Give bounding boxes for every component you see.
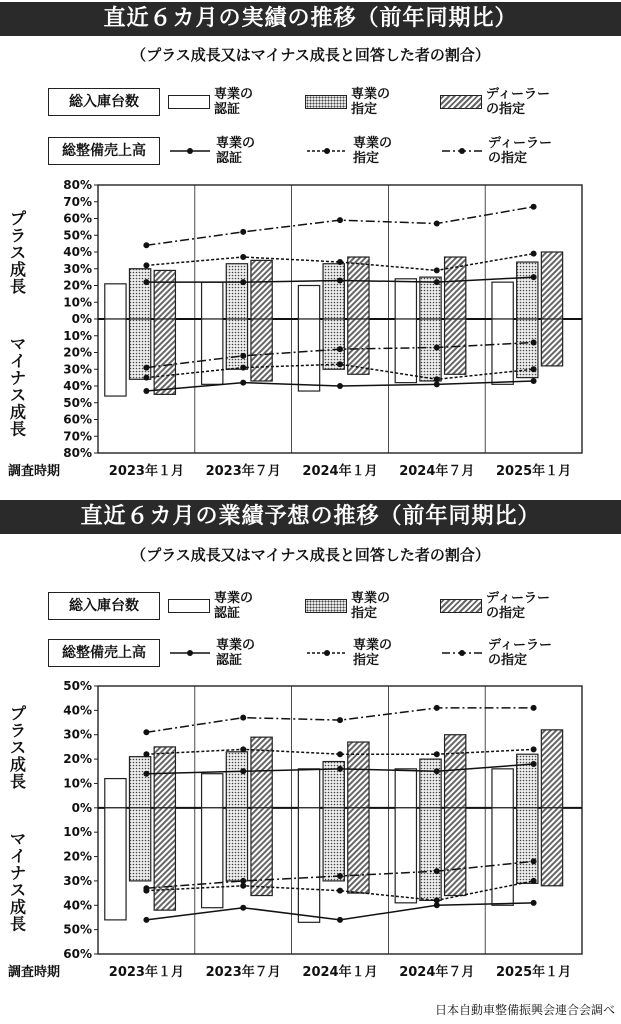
minus-growth-label: マイナス成長 xyxy=(9,829,27,934)
bar-dealer-shitei-minus xyxy=(251,319,272,381)
line-dealer-shitei-point xyxy=(240,229,246,235)
line-senmon-shitei-point xyxy=(143,751,149,757)
line-dashdot-icon xyxy=(440,146,484,156)
line-dealer-shitei-point xyxy=(337,346,343,352)
line-dashed-icon xyxy=(305,648,349,658)
bar-dealer-shitei-minus xyxy=(445,808,466,896)
line-dealer-shitei-point xyxy=(240,715,246,721)
bar-senmon-ninsho-minus xyxy=(202,808,223,908)
bar-dealer-shitei-plus xyxy=(541,252,562,319)
bar-dealer-shitei-plus xyxy=(445,735,466,808)
line-senmon-shitei-point xyxy=(434,751,440,757)
bar-senmon-ninsho-plus xyxy=(105,284,126,319)
line-dealer-shitei-point xyxy=(143,885,149,891)
line-senmon-ninsho-point xyxy=(143,279,149,285)
y-tick-label: 30% xyxy=(63,261,92,276)
line-senmon-shitei-point xyxy=(143,262,149,268)
bar-senmon-ninsho-plus xyxy=(395,769,416,808)
y-tick-label: 80% xyxy=(63,446,92,460)
line-senmon-ninsho-point xyxy=(240,380,246,386)
bar-senmon-ninsho-minus xyxy=(492,319,513,384)
x-tick-label: 2024年１月 xyxy=(302,965,378,980)
bar-senmon-shitei-plus xyxy=(129,757,150,808)
line-senmon-ninsho-point xyxy=(337,277,343,283)
line-dealer-shitei-point xyxy=(531,339,537,345)
line-dealer-shitei-point xyxy=(337,873,343,879)
y-tick-label: 60% xyxy=(63,211,92,226)
plus-growth-label: プラス成長 xyxy=(9,703,27,791)
line-dealer-shitei-point xyxy=(240,878,246,884)
bar-dealer-shitei-minus xyxy=(541,319,562,366)
chart2-legend-bar-group: 総入庫台数 xyxy=(48,592,160,620)
line-dealer-shitei-plus xyxy=(146,207,533,246)
bar-dealer-shitei-minus xyxy=(348,808,369,893)
chart1-legend-line-2: 専業の 指定 xyxy=(305,136,392,166)
line-dealer-shitei-point xyxy=(434,344,440,350)
line-senmon-shitei-point xyxy=(337,888,343,894)
y-tick-label: 10% xyxy=(63,776,92,791)
bar-senmon-shitei-minus xyxy=(226,808,247,881)
line-senmon-ninsho-point xyxy=(434,279,440,285)
bar-dealer-shitei-plus xyxy=(251,260,272,319)
y-tick-label: 20% xyxy=(63,752,92,767)
line-dealer-shitei-point xyxy=(337,717,343,723)
chart2-plot xyxy=(0,680,621,990)
y-tick-label: 10% xyxy=(63,328,92,343)
line-senmon-shitei-point xyxy=(240,746,246,752)
chart2-legend-bar-2: 専業の 指定 xyxy=(305,591,390,621)
bar-dealer-shitei-minus xyxy=(154,319,175,394)
bar-senmon-ninsho-plus xyxy=(492,282,513,319)
chart2-legend-line-2: 専業の 指定 xyxy=(305,638,392,668)
y-tick-label: 70% xyxy=(63,429,92,444)
y-tick-label: 60% xyxy=(63,947,92,961)
x-axis-title: 調査時期 xyxy=(8,965,61,980)
y-tick-label: 30% xyxy=(63,873,92,888)
bar-senmon-shitei-plus xyxy=(323,264,344,319)
bar-dealer-shitei-plus xyxy=(154,747,175,808)
line-dealer-shitei-point xyxy=(531,858,537,864)
bar-senmon-ninsho-minus xyxy=(492,808,513,905)
y-tick-label: 80% xyxy=(63,178,92,192)
bar-senmon-shitei-minus xyxy=(226,319,247,369)
y-tick-label: 50% xyxy=(63,922,92,937)
x-tick-label: 2024年７月 xyxy=(399,464,475,479)
line-senmon-ninsho-point xyxy=(337,383,343,389)
bar-senmon-ninsho-minus xyxy=(395,808,416,903)
line-senmon-shitei-point xyxy=(434,376,440,382)
bar-senmon-ninsho-plus xyxy=(202,774,223,808)
line-solid-icon xyxy=(168,146,212,156)
line-senmon-shitei-point xyxy=(531,746,537,752)
line-senmon-ninsho-point xyxy=(434,768,440,774)
line-senmon-shitei-point xyxy=(337,751,343,757)
bar-senmon-shitei-plus xyxy=(420,759,441,808)
line-dashed-icon xyxy=(305,146,349,156)
line-dealer-shitei-point xyxy=(434,705,440,711)
bar-senmon-ninsho-minus xyxy=(298,808,319,923)
y-tick-label: 0% xyxy=(71,312,92,326)
chart2-legend-line-3: ディーラー の指定 xyxy=(440,638,552,668)
bar-dealer-shitei-minus xyxy=(251,808,272,896)
bar-senmon-ninsho-minus xyxy=(105,319,126,396)
bar-senmon-shitei-minus xyxy=(129,808,150,881)
chart2-subtitle: （プラス成長又はマイナス成長と回答した者の割合） xyxy=(131,546,490,564)
y-tick-label: 50% xyxy=(63,680,92,693)
chart1-legend-line-3: ディーラー の指定 xyxy=(440,136,552,166)
x-tick-label: 2025年１月 xyxy=(496,965,572,980)
line-dealer-shitei-point xyxy=(434,221,440,227)
swatch-empty-icon xyxy=(168,95,210,109)
bar-senmon-shitei-plus xyxy=(226,264,247,319)
line-senmon-ninsho-point xyxy=(240,905,246,911)
swatch-hatched-icon xyxy=(440,95,482,109)
x-tick-label: 2024年７月 xyxy=(399,965,475,980)
chart1-plot xyxy=(0,175,621,485)
line-senmon-ninsho-point xyxy=(143,388,149,394)
x-axis-title: 調査時期 xyxy=(8,464,61,479)
x-tick-label: 2023年７月 xyxy=(205,965,281,980)
x-tick-label: 2023年７月 xyxy=(205,464,281,479)
y-tick-label: 20% xyxy=(63,345,92,360)
chart2-title: 直近６カ月の業績予想の推移（前年同期比） xyxy=(0,500,621,534)
y-tick-label: 60% xyxy=(63,412,92,427)
line-senmon-shitei-point xyxy=(240,254,246,260)
line-senmon-ninsho-point xyxy=(531,274,537,280)
chart1-legend-bar-1: 専業の 認証 xyxy=(168,87,253,117)
bar-dealer-shitei-plus xyxy=(348,257,369,319)
bar-dealer-shitei-plus xyxy=(541,730,562,808)
line-dealer-shitei-point xyxy=(143,365,149,371)
line-senmon-ninsho-point xyxy=(240,768,246,774)
chart2-legend-bar-1: 専業の 認証 xyxy=(168,591,253,621)
line-dashdot-icon xyxy=(440,648,484,658)
bar-senmon-ninsho-plus xyxy=(492,769,513,808)
line-dealer-shitei-point xyxy=(337,217,343,223)
bar-senmon-ninsho-plus xyxy=(202,282,223,319)
line-senmon-ninsho-point xyxy=(337,917,343,923)
line-dealer-shitei-point xyxy=(143,729,149,735)
chart1-legend-line-group: 総整備売上高 xyxy=(48,137,160,165)
bar-dealer-shitei-plus xyxy=(154,270,175,319)
swatch-dotted-icon xyxy=(305,95,347,109)
swatch-empty-icon xyxy=(168,599,210,613)
y-tick-label: 20% xyxy=(63,849,92,864)
line-dealer-shitei-point xyxy=(143,242,149,248)
bar-senmon-ninsho-minus xyxy=(202,319,223,384)
line-senmon-shitei-point xyxy=(531,251,537,257)
line-senmon-shitei-point xyxy=(434,897,440,903)
bar-senmon-ninsho-minus xyxy=(105,808,126,920)
minus-growth-label: マイナス成長 xyxy=(9,334,27,439)
y-tick-label: 40% xyxy=(63,245,92,259)
x-tick-label: 2024年１月 xyxy=(302,464,378,479)
line-senmon-ninsho-point xyxy=(531,900,537,906)
line-solid-icon xyxy=(168,648,212,658)
chart1-title: 直近６カ月の実績の推移（前年同期比） xyxy=(0,2,621,36)
swatch-dotted-icon xyxy=(305,599,347,613)
line-senmon-shitei-point xyxy=(531,878,537,884)
bar-senmon-shitei-plus xyxy=(226,752,247,808)
chart1-legend-line-1: 専業の 認証 xyxy=(168,136,255,166)
y-tick-label: 30% xyxy=(63,362,92,377)
line-senmon-ninsho-point xyxy=(531,761,537,767)
plus-growth-label: プラス成長 xyxy=(9,209,27,296)
line-senmon-shitei-point xyxy=(337,259,343,265)
bar-senmon-shitei-plus xyxy=(517,262,538,319)
y-tick-label: 50% xyxy=(63,395,92,410)
y-tick-label: 0% xyxy=(71,800,92,815)
bar-dealer-shitei-plus xyxy=(348,742,369,808)
bar-senmon-shitei-minus xyxy=(323,808,344,881)
source-note: 日本自動車整備振興会連合会調べ xyxy=(434,1003,615,1017)
chart1-legend-bar-3: ディーラー の指定 xyxy=(440,87,550,117)
line-senmon-ninsho-point xyxy=(143,771,149,777)
y-tick-label: 10% xyxy=(63,825,92,840)
y-tick-label: 20% xyxy=(63,278,92,293)
y-tick-label: 40% xyxy=(63,379,92,393)
x-tick-label: 2025年１月 xyxy=(496,464,572,479)
line-senmon-shitei-point xyxy=(337,361,343,367)
y-tick-label: 30% xyxy=(63,727,92,742)
bar-senmon-ninsho-plus xyxy=(298,286,319,320)
swatch-hatched-icon xyxy=(440,599,482,613)
y-tick-label: 40% xyxy=(63,898,92,913)
bar-dealer-shitei-minus xyxy=(541,808,562,886)
bar-senmon-shitei-plus xyxy=(129,269,150,319)
line-senmon-ninsho-point xyxy=(531,378,537,384)
chart1-subtitle: （プラス成長又はマイナス成長と回答した者の割合） xyxy=(131,46,490,64)
bar-senmon-ninsho-plus xyxy=(395,279,416,319)
line-senmon-ninsho-point xyxy=(240,279,246,285)
chart1-legend-bar-group: 総入庫台数 xyxy=(48,88,160,116)
chart2-legend-line-1: 専業の 認証 xyxy=(168,638,255,668)
line-dealer-shitei-point xyxy=(434,868,440,874)
line-senmon-shitei-point xyxy=(240,365,246,371)
bar-senmon-shitei-minus xyxy=(420,808,441,901)
line-dealer-shitei-point xyxy=(531,204,537,210)
bar-senmon-ninsho-plus xyxy=(298,769,319,808)
y-tick-label: 50% xyxy=(63,228,92,243)
bar-senmon-ninsho-minus xyxy=(395,319,416,383)
chart2-legend-bar-3: ディーラー の指定 xyxy=(440,591,550,621)
line-senmon-ninsho-point xyxy=(143,917,149,923)
chart2-legend-line-group: 総整備売上高 xyxy=(48,639,160,667)
line-senmon-shitei-point xyxy=(434,267,440,273)
x-tick-label: 2023年１月 xyxy=(108,965,184,980)
line-senmon-ninsho-point xyxy=(337,766,343,772)
y-tick-label: 40% xyxy=(63,703,92,718)
line-dealer-shitei-point xyxy=(240,353,246,359)
bar-senmon-ninsho-minus xyxy=(298,319,319,391)
bar-senmon-shitei-minus xyxy=(517,808,538,884)
chart1-legend-bar-2: 専業の 指定 xyxy=(305,87,390,117)
x-tick-label: 2023年１月 xyxy=(108,464,184,479)
bar-senmon-ninsho-plus xyxy=(105,779,126,808)
line-senmon-shitei-point xyxy=(531,366,537,372)
y-tick-label: 10% xyxy=(63,295,92,310)
bar-dealer-shitei-minus xyxy=(154,808,175,910)
line-senmon-shitei-point xyxy=(143,375,149,381)
line-dealer-shitei-point xyxy=(531,705,537,711)
y-tick-label: 70% xyxy=(63,194,92,209)
bar-dealer-shitei-plus xyxy=(251,737,272,808)
